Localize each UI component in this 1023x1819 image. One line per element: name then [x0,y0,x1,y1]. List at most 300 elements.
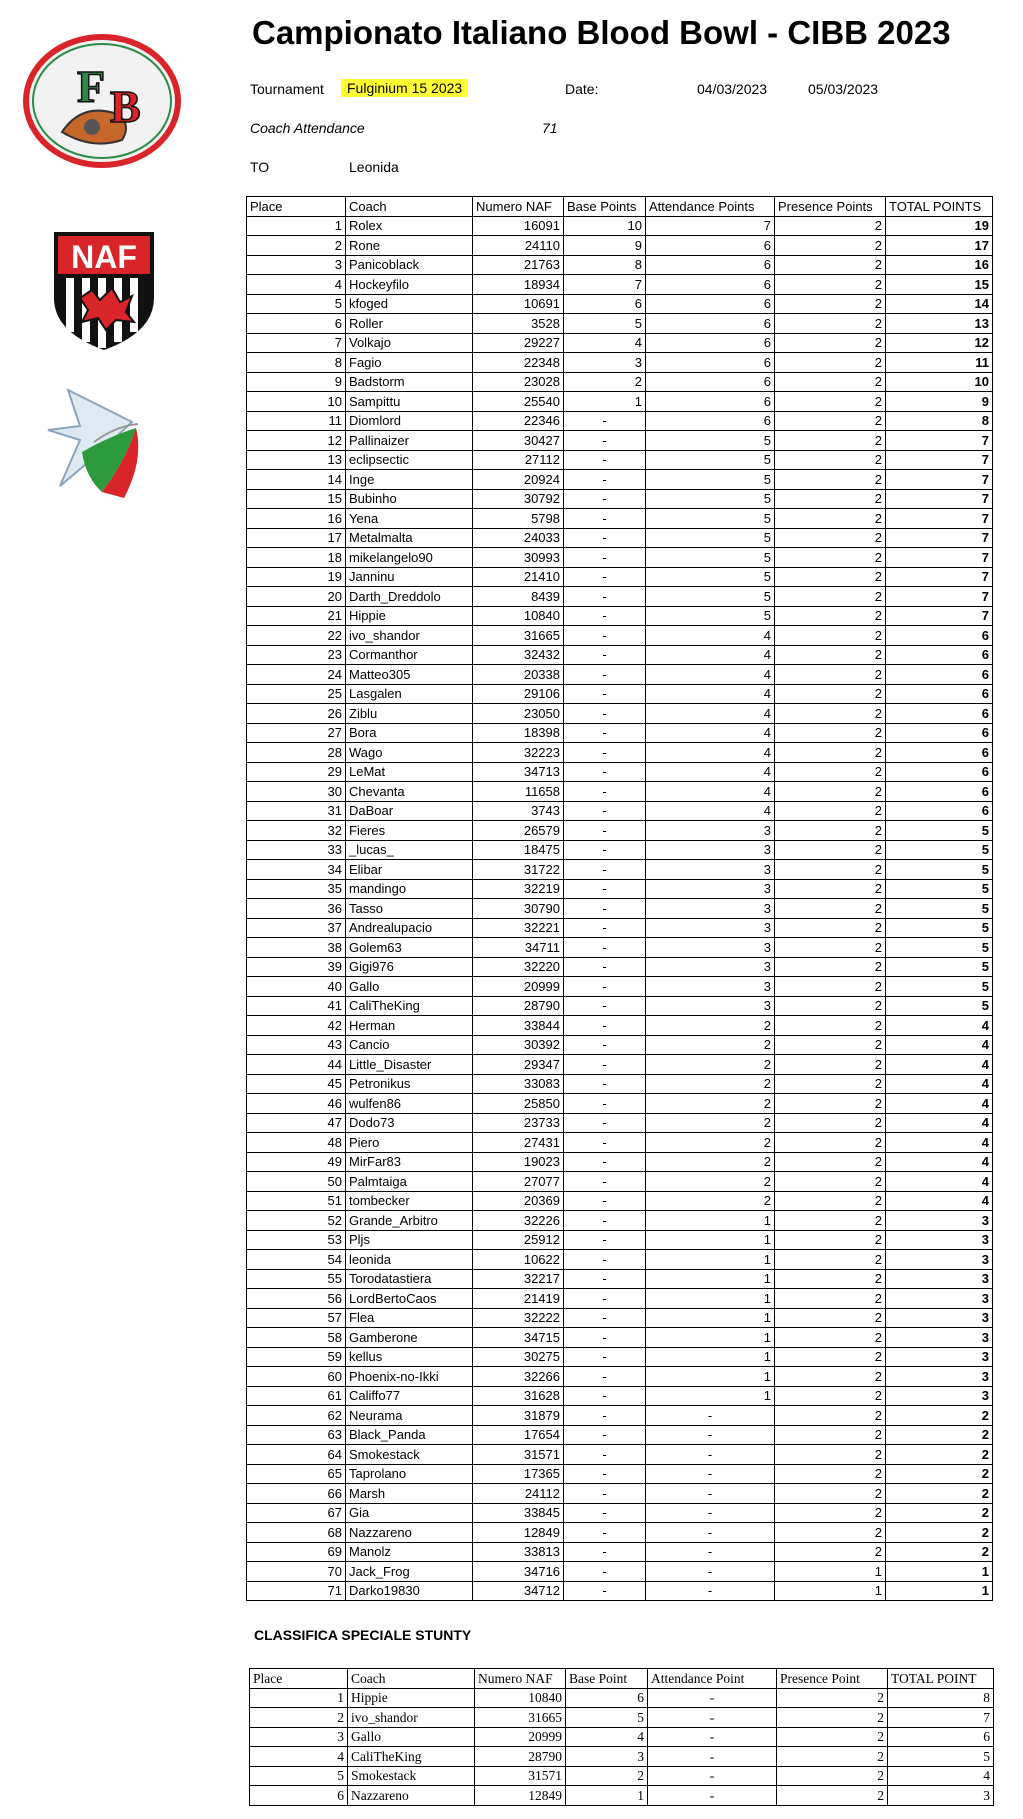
coach-cell: Diomlord [346,411,473,431]
base-points-cell: - [564,723,646,743]
total-points-cell: 4 [886,1152,993,1172]
place-cell: 30 [247,782,346,802]
coach-cell: tombecker [346,1191,473,1211]
place-cell: 25 [247,684,346,704]
base-points-cell: - [564,1094,646,1114]
coach-cell: Hippie [346,606,473,626]
naf-cell: 19023 [473,1152,564,1172]
naf-cell: 31628 [473,1386,564,1406]
table-row [247,1172,993,1192]
table-row [247,1523,993,1543]
attendance-points-cell: 2 [646,1172,775,1192]
naf-cell: 27431 [473,1133,564,1153]
attendance-points-cell: 4 [646,704,775,724]
coach-cell: ivo_shandor [348,1708,475,1728]
base-points-cell: - [564,743,646,763]
base-points-cell: - [564,957,646,977]
place-cell: 36 [247,899,346,919]
naf-shield-logo [50,228,158,354]
total-points-cell: 2 [886,1445,993,1465]
place-cell: 50 [247,1172,346,1192]
column-header-place: Place [250,1669,348,1689]
attendance-points-cell: - [648,1727,777,1747]
table-row [247,645,993,665]
base-points-cell: - [564,665,646,685]
coach-cell: Darth_Dreddolo [346,587,473,607]
total-points-cell: 4 [886,1191,993,1211]
coach-cell: Badstorm [346,372,473,392]
naf-text: NAF [71,239,137,275]
base-points-cell: - [564,1581,646,1601]
place-cell: 6 [250,1786,348,1806]
base-points-cell: - [564,1386,646,1406]
coach-cell: Bubinho [346,489,473,509]
presence-points-cell: 2 [775,1211,886,1231]
presence-points-cell: 2 [775,1074,886,1094]
total-points-cell: 7 [886,606,993,626]
attendance-points-cell: 1 [646,1289,775,1309]
coach-cell: LordBertoCaos [346,1289,473,1309]
total-points-cell: 6 [886,704,993,724]
total-points-cell: 1 [886,1562,993,1582]
naf-cell: 31665 [475,1708,566,1728]
place-cell: 21 [247,606,346,626]
total-points-cell: 4 [886,1172,993,1192]
base-points-cell: - [564,1347,646,1367]
presence-points-cell: 2 [775,918,886,938]
special-table-title: CLASSIFICA SPECIALE STUNTY [254,1627,472,1643]
place-cell: 1 [250,1688,348,1708]
base-points-cell: - [564,1152,646,1172]
attendance-points-cell: - [646,1581,775,1601]
base-points-cell: - [564,1211,646,1231]
naf-cell: 33845 [473,1503,564,1523]
base-points-cell: - [564,431,646,451]
place-cell: 4 [247,275,346,295]
presence-points-cell: 2 [775,1406,886,1426]
place-cell: 8 [247,353,346,373]
base-points-cell: 10 [564,216,646,236]
attendance-points-cell: 5 [646,470,775,490]
place-cell: 56 [247,1289,346,1309]
coach-cell: Smokestack [346,1445,473,1465]
naf-cell: 24112 [473,1484,564,1504]
base-points-cell: - [564,1250,646,1270]
coach-cell: CaliTheKing [348,1747,475,1767]
attendance-points-cell: 2 [646,1035,775,1055]
attendance-points-cell: - [648,1786,777,1806]
presence-points-cell: 2 [775,1386,886,1406]
attendance-points-cell: 3 [646,977,775,997]
base-points-cell: - [564,801,646,821]
table-row [247,1406,993,1426]
attendance-points-cell: 1 [646,1386,775,1406]
total-points-cell: 2 [886,1542,993,1562]
coach-cell: Rolex [346,216,473,236]
place-cell: 5 [247,294,346,314]
place-cell: 10 [247,392,346,412]
total-points-cell: 5 [886,879,993,899]
naf-cell: 32222 [473,1308,564,1328]
naf-cell: 30275 [473,1347,564,1367]
table-row [247,762,993,782]
coach-cell: ivo_shandor [346,626,473,646]
coach-cell: Ziblu [346,704,473,724]
coach-cell: Bora [346,723,473,743]
attendance-points-cell: - [648,1747,777,1767]
coach-cell: Elibar [346,860,473,880]
naf-cell: 33083 [473,1074,564,1094]
table-row [247,450,993,470]
place-cell: 46 [247,1094,346,1114]
presence-points-cell: 2 [775,1542,886,1562]
table-row [247,1191,993,1211]
coach-cell: Lasgalen [346,684,473,704]
place-cell: 27 [247,723,346,743]
coach-cell: LeMat [346,762,473,782]
table-row [247,743,993,763]
table-row [247,1016,993,1036]
coach-cell: Wago [346,743,473,763]
coach-cell: _lucas_ [346,840,473,860]
presence-points-cell: 2 [775,645,886,665]
place-cell: 42 [247,1016,346,1036]
base-points-cell: - [564,645,646,665]
coach-cell: wulfen86 [346,1094,473,1114]
total-points-cell: 7 [886,470,993,490]
coach-cell: Hockeyfilo [346,275,473,295]
table-row [247,548,993,568]
table-header-row [247,197,993,217]
table-row [247,1464,993,1484]
place-cell: 18 [247,548,346,568]
coach-cell: Rone [346,236,473,256]
attendance-points-cell: - [646,1445,775,1465]
place-cell: 9 [247,372,346,392]
total-points-cell: 8 [888,1688,994,1708]
place-cell: 45 [247,1074,346,1094]
presence-points-cell: 2 [775,704,886,724]
table-row [247,1035,993,1055]
base-points-cell: - [564,1542,646,1562]
total-points-cell: 9 [886,392,993,412]
place-cell: 71 [247,1581,346,1601]
presence-points-cell: 2 [775,1445,886,1465]
presence-points-cell: 2 [775,1484,886,1504]
naf-cell: 20369 [473,1191,564,1211]
total-points-cell: 14 [886,294,993,314]
total-points-cell: 5 [886,821,993,841]
naf-cell: 31571 [473,1445,564,1465]
presence-points-cell: 2 [777,1727,888,1747]
table-row [250,1708,994,1728]
table-row [247,1230,993,1250]
place-cell: 15 [247,489,346,509]
coach-cell: Golem63 [346,938,473,958]
place-cell: 47 [247,1113,346,1133]
base-points-cell: - [564,1074,646,1094]
presence-points-cell: 2 [777,1688,888,1708]
total-points-cell: 4 [888,1766,994,1786]
coach-cell: mandingo [346,879,473,899]
total-points-cell: 3 [888,1786,994,1806]
column-header-presence-points: Presence Point [777,1669,888,1689]
coach-cell: Little_Disaster [346,1055,473,1075]
base-points-cell: - [564,938,646,958]
attendance-points-cell: 3 [646,879,775,899]
total-points-cell: 15 [886,275,993,295]
naf-cell: 23733 [473,1113,564,1133]
naf-cell: 18934 [473,275,564,295]
total-points-cell: 6 [886,626,993,646]
presence-points-cell: 2 [775,275,886,295]
naf-cell: 21763 [473,255,564,275]
coach-cell: Sampittu [346,392,473,412]
total-points-cell: 2 [886,1523,993,1543]
table-row [247,1503,993,1523]
place-cell: 49 [247,1152,346,1172]
coach-cell: Gia [346,1503,473,1523]
to-label: TO [250,159,270,175]
coach-cell: Nazzareno [348,1786,475,1806]
table-row [247,1328,993,1348]
table-row [247,1386,993,1406]
coach-cell: Smokestack [348,1766,475,1786]
presence-points-cell: 2 [775,1133,886,1153]
total-points-cell: 4 [886,1113,993,1133]
naf-cell: 32220 [473,957,564,977]
attendance-points-cell: 5 [646,450,775,470]
presence-points-cell: 2 [775,1016,886,1036]
place-cell: 14 [247,470,346,490]
table-row [247,489,993,509]
coach-cell: eclipsectic [346,450,473,470]
naf-cell: 10622 [473,1250,564,1270]
attendance-points-cell: 2 [646,1094,775,1114]
presence-points-cell: 2 [775,294,886,314]
presence-points-cell: 2 [775,1230,886,1250]
table-row [247,1055,993,1075]
base-points-cell: - [564,1113,646,1133]
naf-cell: 30993 [473,548,564,568]
place-cell: 29 [247,762,346,782]
total-points-cell: 6 [886,665,993,685]
total-points-cell: 4 [886,1055,993,1075]
coach-cell: Piero [346,1133,473,1153]
table-row [247,918,993,938]
coach-cell: Torodatastiera [346,1269,473,1289]
base-points-cell: - [564,528,646,548]
place-cell: 22 [247,626,346,646]
naf-cell: 8439 [473,587,564,607]
fb-letter-b: B [110,81,141,132]
table-row [247,977,993,997]
attendance-points-cell: 5 [646,431,775,451]
table-row [247,294,993,314]
naf-cell: 26579 [473,821,564,841]
table-row [247,275,993,295]
base-points-cell: - [564,1445,646,1465]
table-row [247,1094,993,1114]
attendance-points-cell: - [646,1464,775,1484]
table-row [247,528,993,548]
naf-cell: 16091 [473,216,564,236]
attendance-points-cell: 6 [646,236,775,256]
place-cell: 43 [247,1035,346,1055]
attendance-points-cell: 2 [646,1191,775,1211]
coach-cell: mikelangelo90 [346,548,473,568]
coach-cell: Jack_Frog [346,1562,473,1582]
attendance-points-cell: 1 [646,1367,775,1387]
to-value: Leonida [349,159,399,175]
attendance-points-cell: 6 [646,255,775,275]
place-cell: 17 [247,528,346,548]
base-points-cell: - [564,1484,646,1504]
table-row [247,1445,993,1465]
naf-cell: 28790 [473,996,564,1016]
naf-cell: 22346 [473,411,564,431]
place-cell: 68 [247,1523,346,1543]
place-cell: 69 [247,1542,346,1562]
total-points-cell: 3 [886,1347,993,1367]
naf-cell: 3528 [473,314,564,334]
base-points-cell: - [564,1191,646,1211]
place-cell: 51 [247,1191,346,1211]
base-points-cell: - [564,1503,646,1523]
attendance-points-cell: 5 [646,509,775,529]
column-header-attendance-points: Attendance Point [648,1669,777,1689]
base-points-cell: - [564,762,646,782]
presence-points-cell: 2 [775,762,886,782]
attendance-points-cell: 6 [646,294,775,314]
base-points-cell: - [564,977,646,997]
naf-cell: 30792 [473,489,564,509]
table-row [247,899,993,919]
base-points-cell: - [564,704,646,724]
naf-cell: 25912 [473,1230,564,1250]
place-cell: 38 [247,938,346,958]
table-row [247,509,993,529]
naf-cell: 18398 [473,723,564,743]
attendance-points-cell: 4 [646,645,775,665]
coach-cell: Inge [346,470,473,490]
coach-cell: Darko19830 [346,1581,473,1601]
presence-points-cell: 2 [775,314,886,334]
base-points-cell: - [564,470,646,490]
attendance-label: Coach Attendance [250,120,365,136]
naf-cell: 31665 [473,626,564,646]
table-row [247,665,993,685]
total-points-cell: 2 [886,1484,993,1504]
presence-points-cell: 2 [775,996,886,1016]
attendance-points-cell: 1 [646,1328,775,1348]
presence-points-cell: 2 [775,1523,886,1543]
place-cell: 33 [247,840,346,860]
presence-points-cell: 2 [775,606,886,626]
table-row [247,860,993,880]
attendance-points-cell: 6 [646,333,775,353]
place-cell: 54 [247,1250,346,1270]
base-points-cell: - [564,1406,646,1426]
fb-letter-f: F [77,61,106,112]
table-row [247,606,993,626]
coach-cell: Pallinaizer [346,431,473,451]
total-points-cell: 5 [886,996,993,1016]
total-points-cell: 2 [886,1464,993,1484]
attendance-points-cell: 5 [646,587,775,607]
naf-cell: 34712 [473,1581,564,1601]
table-row [247,1367,993,1387]
base-points-cell: - [564,1016,646,1036]
attendance-points-cell: 3 [646,957,775,977]
coach-cell: Andrealupacio [346,918,473,938]
base-points-cell: - [564,1035,646,1055]
attendance-points-cell: 2 [646,1074,775,1094]
naf-cell: 30427 [473,431,564,451]
total-points-cell: 4 [886,1016,993,1036]
coach-cell: Flea [346,1308,473,1328]
presence-points-cell: 2 [775,860,886,880]
total-points-cell: 6 [886,723,993,743]
total-points-cell: 8 [886,411,993,431]
naf-cell: 10840 [473,606,564,626]
total-points-cell: 7 [886,489,993,509]
presence-points-cell: 2 [777,1747,888,1767]
attendance-points-cell: 4 [646,665,775,685]
base-points-cell: 6 [566,1688,648,1708]
attendance-points-cell: 1 [646,1269,775,1289]
column-header-naf: Numero NAF [473,197,564,217]
coach-cell: Grande_Arbitro [346,1211,473,1231]
place-cell: 66 [247,1484,346,1504]
coach-cell: Dodo73 [346,1113,473,1133]
place-cell: 41 [247,996,346,1016]
place-cell: 60 [247,1367,346,1387]
table-row [247,821,993,841]
naf-cell: 29106 [473,684,564,704]
presence-points-cell: 2 [775,840,886,860]
total-points-cell: 7 [886,567,993,587]
coach-cell: Manolz [346,1542,473,1562]
place-cell: 16 [247,509,346,529]
naf-cell: 12849 [473,1523,564,1543]
table-row [247,470,993,490]
total-points-cell: 7 [886,509,993,529]
total-points-cell: 16 [886,255,993,275]
naf-cell: 33844 [473,1016,564,1036]
place-cell: 70 [247,1562,346,1582]
coach-cell: leonida [346,1250,473,1270]
coach-cell: kfoged [346,294,473,314]
coach-cell: Gamberone [346,1328,473,1348]
attendance-points-cell: 3 [646,938,775,958]
base-points-cell: 4 [564,333,646,353]
naf-cell: 24033 [473,528,564,548]
place-cell: 53 [247,1230,346,1250]
place-cell: 57 [247,1308,346,1328]
coach-cell: DaBoar [346,801,473,821]
fulginium-fb-logo [22,32,182,170]
attendance-points-cell: 3 [646,918,775,938]
naf-cell: 23050 [473,704,564,724]
place-cell: 23 [247,645,346,665]
coach-cell: Califfo77 [346,1386,473,1406]
naf-cell: 3743 [473,801,564,821]
table-row [247,587,993,607]
naf-cell: 34711 [473,938,564,958]
presence-points-cell: 2 [775,801,886,821]
total-points-cell: 7 [886,528,993,548]
